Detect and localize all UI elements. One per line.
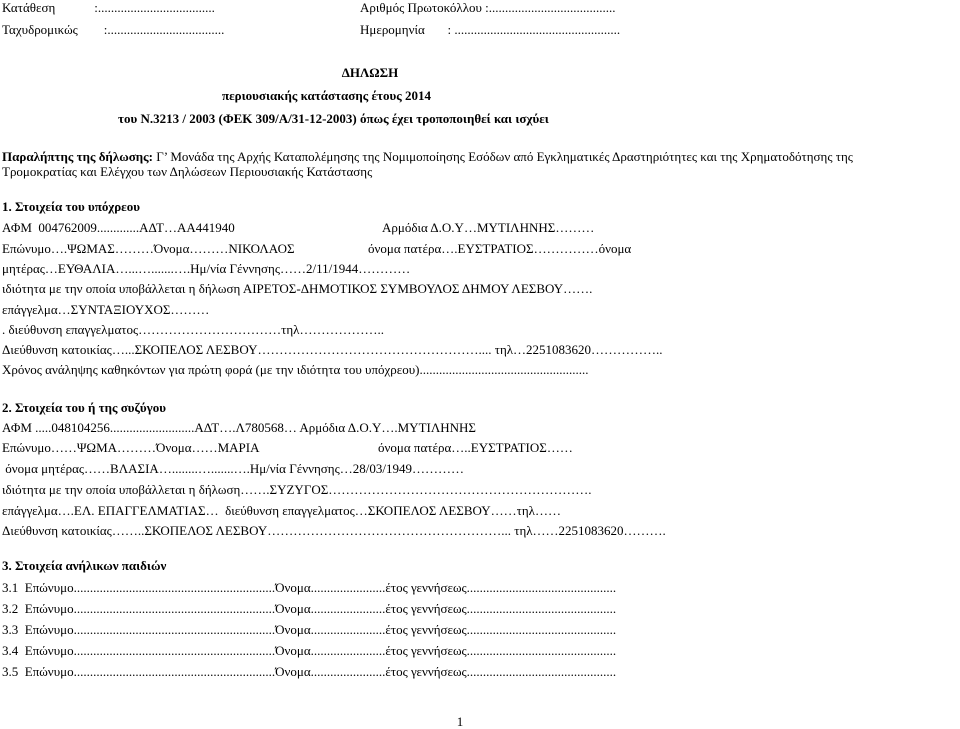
recipient-label: Παραλήπτης της δήλωσης: <box>2 149 153 164</box>
s2-idiotita: ιδιότητα με την οποία υποβάλλεται η δήλωση…….ΣΥΖΥΓΟΣ……………………………………………………. <box>2 482 592 497</box>
s2-afm-adt-doy: ΑΦΜ .....048104256..........................ΑΔΤ….Λ780568… Αρμόδια Δ.Ο.Υ….ΜΥΤΙΛΗΝΗΣ <box>2 420 476 435</box>
s1-dieuthynsi-epaggelmatos: . διεύθυνση επαγγελματος……………………………τηλ……………….. <box>2 322 384 337</box>
recipient-text-2: Τρομοκρατίας και Ελέγχου των Δηλώσεων Περιουσιακής Κατάστασης <box>2 164 373 179</box>
s2-eponymo-onoma: Επώνυμο……ΨΩΜΑ………Όνομα……ΜΑΡΙΑ <box>2 440 260 455</box>
s2-mitera-gennisi: όνομα μητέρας……ΒΛΑΣΙΑ…........….......….Ημ/νία Γέννησης…28/03/1949………… <box>2 461 464 476</box>
document-title: ΔΗΛΩΣΗ <box>341 65 399 80</box>
s2-epaggelma: επάγγελμα….ΕΛ. ΕΠΑΓΓΕΛΜΑΤΙΑΣ… διεύθυνση επαγγελματος…ΣΚΟΠΕΛΟΣ ΛΕΣΒΟΥ……τηλ…… <box>2 503 561 518</box>
document-law-reference: του Ν.3213 / 2003 (ΦΕΚ 309/Α/31-12-2003) όπως έχει τροποποιηθεί και ισχύει <box>118 111 549 126</box>
header-katathesi: Κατάθεση :.................................... <box>2 0 215 15</box>
header-arithmos-protokollou: Αριθμός Πρωτοκόλλου :....................................... <box>360 0 616 15</box>
s1-epaggelma: επάγγελμα…ΣΥΝΤΑΞΙΟΥΧΟΣ……… <box>2 302 210 317</box>
s1-armodia-doy: Αρμόδια Δ.Ο.Υ…ΜΥΤΙΛΗΝΗΣ……… <box>382 220 595 235</box>
s2-dieuthynsi-katoikias: Διεύθυνση κατοικίας……..ΣΚΟΠΕΛΟΣ ΛΕΣΒΟΥ………………………………………………... τηλ……2251083620………. <box>2 523 666 538</box>
s3-child-row: 3.2 Επώνυμο..............................................................Όνομα.......................έτος γεννήσεως.............................................. <box>2 601 617 616</box>
s3-child-row: 3.5 Επώνυμο..............................................................Όνομα.......................έτος γεννήσεως.............................................. <box>2 664 617 679</box>
s1-dieuthynsi-katoikias: Διεύθυνση κατοικίας…...ΣΚΟΠΕΛΟΣ ΛΕΣΒΟΥ…………………………………………….... τηλ…2251083620…………….. <box>2 342 663 357</box>
header-imerominia: Ημερομηνία : ................................................... <box>360 22 621 37</box>
recipient-line-1 <box>2 149 853 164</box>
s3-child-row: 3.3 Επώνυμο..............................................................Όνομα.......................έτος γεννήσεως.............................................. <box>2 622 617 637</box>
document-subtitle: περιουσιακής κατάστασης έτους 2014 <box>222 88 431 103</box>
section-3-heading: 3. Στοιχεία ανήλικων παιδιών <box>2 558 167 573</box>
s1-afm-adt: ΑΦΜ 004762009.............ΑΔΤ…ΑΑ441940 <box>2 220 235 235</box>
s1-xronos-analipsis: Χρόνος ανάληψης καθηκόντων για πρώτη φορά (με την ιδιότητα του υπόχρεου).................................................... <box>2 362 589 377</box>
recipient-text-1: Γ’ Μονάδα της Αρχής Καταπολέμησης της Νομιμοποίησης Εσόδων από Εγκληματικές Δραστηριότητες και της Χρηματοδότησης της <box>152 149 853 164</box>
header-taxydromikos: Ταχυδρομικώς :.................................... <box>2 22 225 37</box>
section-2-heading: 2. Στοιχεία του ή της συζύγου <box>2 400 166 415</box>
s1-onoma-patera: όνομα πατέρα….ΕΥΣΤΡΑΤΙΟΣ……………όνομα <box>368 241 632 256</box>
s1-mitera-gennisi: μητέρας…ΕΥΘΑΛΙΑ…...….......….Ημ/νία Γέννησης……2/11/1944………… <box>2 261 411 276</box>
s2-onoma-patera: όνομα πατέρα…..ΕΥΣΤΡΑΤΙΟΣ…… <box>378 440 573 455</box>
section-1-heading: 1. Στοιχεία του υπόχρεου <box>2 199 140 214</box>
s1-idiotita: ιδιότητα με την οποία υποβάλλεται η δήλωση ΑΙΡΕΤΟΣ-ΔΗΜΟΤΙΚΟΣ ΣΥΜΒΟΥΛΟΣ ΔΗΜΟΥ ΛΕΣΒΟΥ……. <box>2 281 593 296</box>
s3-child-row: 3.1 Επώνυμο..............................................................Όνομα.......................έτος γεννήσεως.............................................. <box>2 580 617 595</box>
s3-child-row: 3.4 Επώνυμο..............................................................Όνομα.......................έτος γεννήσεως.............................................. <box>2 643 617 658</box>
s1-eponymo-onoma: Επώνυμο….ΨΩΜΑΣ………Όνομα………ΝΙΚΟΛΑΟΣ <box>2 241 295 256</box>
page-number: 1 <box>456 714 464 729</box>
